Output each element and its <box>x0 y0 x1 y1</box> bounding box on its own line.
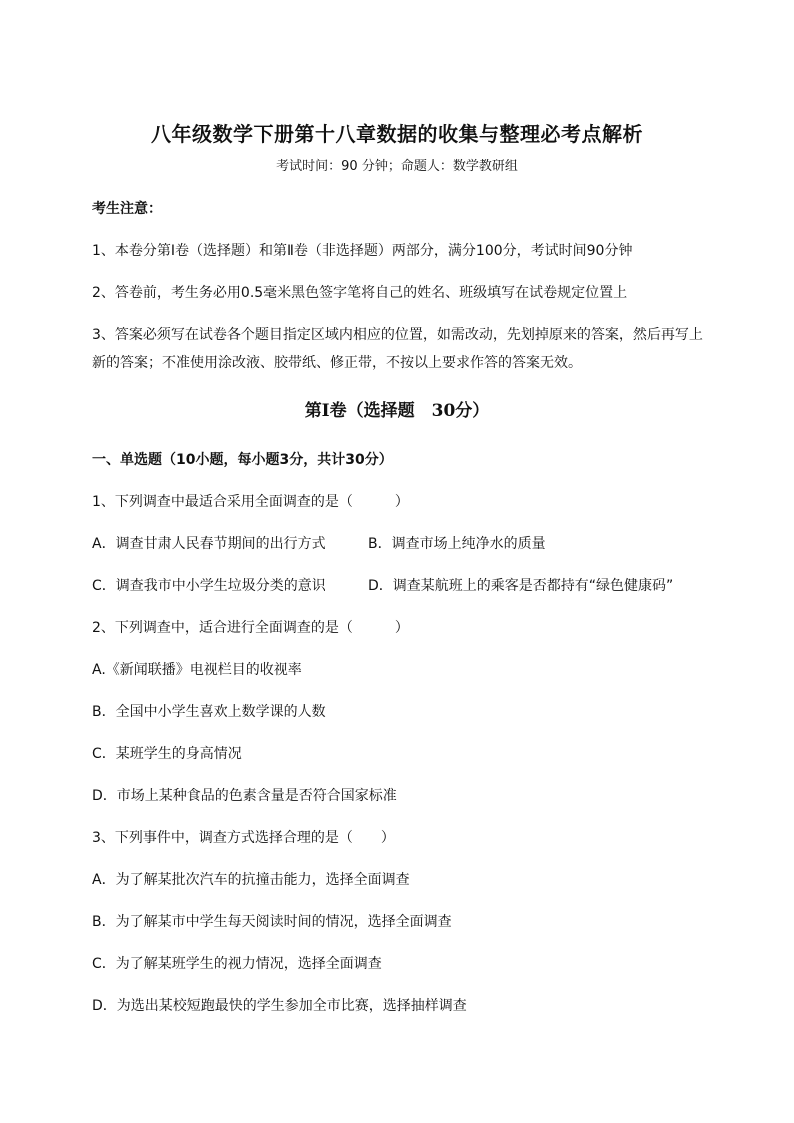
exam-info: 考试时间：90 分钟；命题人：数学教研组 <box>276 159 518 174</box>
notice-item-3: 3、答案必须写在试卷各个题目指定区域内相应的位置，如需改动，先划掉原来的答案，然后再写上新的答案；不准使用涂改液、胶带纸、修正带，不按以上要求作答的答案无效。 <box>92 327 703 371</box>
page-title: 八年级数学下册第十八章数据的收集与整理必考点解析 <box>151 122 643 146</box>
question-2-option-a: A.《新闻联播》电视栏目的收视率 <box>92 662 302 678</box>
part-heading: 一、单选题（10小题，每小题3分，共计30分） <box>92 452 393 468</box>
question-3-stem: 3、下列事件中，调查方式选择合理的是（ ） <box>92 830 395 846</box>
section-title: 第I卷（选择题 30分） <box>304 401 490 421</box>
question-3-option-b: B．为了解某市中学生每天阅读时间的情况，选择全面调查 <box>92 914 452 930</box>
question-1-option-d: D．调查某航班上的乘客是否都持有“绿色健康码” <box>368 578 674 594</box>
question-1-stem: 1、下列调查中最适合采用全面调查的是（ ） <box>92 494 409 510</box>
question-2-option-d: D．市场上某种食品的色素含量是否符合国家标准 <box>92 788 397 804</box>
question-2-option-b: B．全国中小学生喜欢上数学课的人数 <box>92 704 326 720</box>
notice-heading: 考生注意： <box>92 201 162 217</box>
notice-item-1: 1、本卷分第I卷（选择题）和第Ⅱ卷（非选择题）两部分，满分100分，考试时间90分钟 <box>92 243 633 259</box>
question-1-option-a: A．调查甘肃人民春节期间的出行方式 <box>92 536 326 552</box>
question-1-option-b: B．调查市场上纯净水的质量 <box>368 536 546 552</box>
question-2-stem: 2、下列调查中，适合进行全面调查的是（ ） <box>92 620 409 636</box>
question-3-option-c: C．为了解某班学生的视力情况，选择全面调查 <box>92 956 382 972</box>
question-1-option-c: C．调查我市中小学生垃圾分类的意识 <box>92 578 326 594</box>
question-3-option-a: A．为了解某批次汽车的抗撞击能力，选择全面调查 <box>92 872 410 888</box>
question-3-option-d: D．为选出某校短跑最快的学生参加全市比赛，选择抽样调查 <box>92 998 467 1014</box>
notice-item-2: 2、答卷前，考生务必用0.5毫米黑色签字笔将自己的姓名、班级填写在试卷规定位置上 <box>92 285 628 301</box>
question-2-option-c: C．某班学生的身高情况 <box>92 746 242 762</box>
